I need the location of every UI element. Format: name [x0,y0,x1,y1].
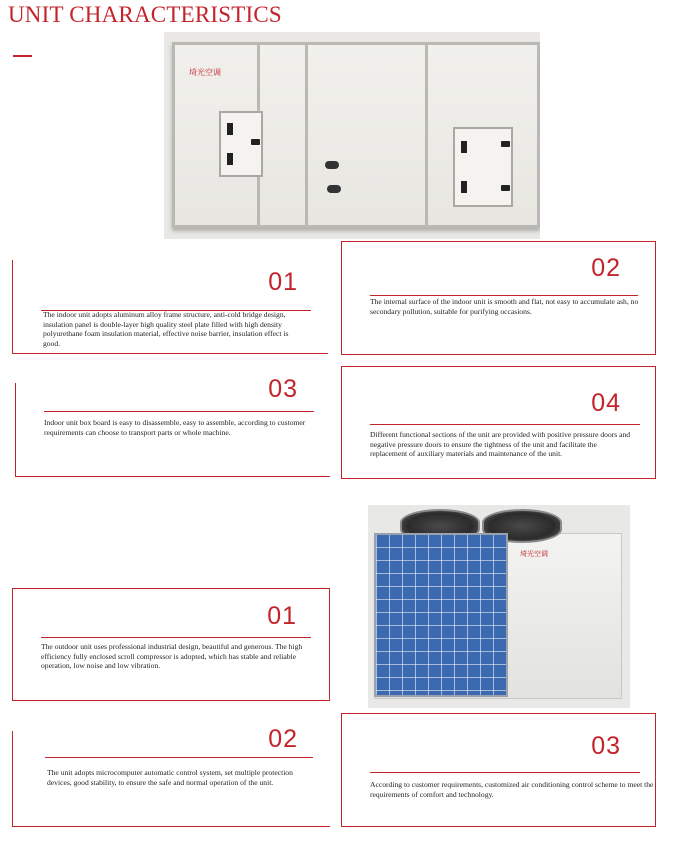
divider [44,411,314,412]
condenser-grille [374,533,508,697]
feature-text: The outdoor unit uses professional industrial design, beautiful and generous. The high efficiency fully enclosed scroll compressor is adopted, which has stable and reliable operation, low noise and low vibration. [41,642,303,670]
feature-number: 01 [268,268,298,296]
access-door [219,111,263,177]
title-accent-dash [13,55,32,57]
page-title: UNIT CHARACTERISTICS [8,2,282,27]
feature-text: The indoor unit adopts aluminum alloy frame structure, anti-cold bridge design, insulation panel is double-layer high quality steel plate filled with high density polyurethane foam insulation material, effective noise barrier, insulation effect is good. [43,310,289,348]
outdoor-unit-logo: 埼光空调 [520,550,548,558]
feature-number: 02 [591,254,621,282]
outdoor-unit-image [368,505,630,708]
feature-card-outdoor-03 [341,713,656,827]
divider [370,424,640,425]
feature-card-outdoor-01 [12,588,330,701]
feature-text: The internal surface of the indoor unit is smooth and flat, not easy to accumulate ash, no secondary pollution, suitable for purifying occasions. [370,297,639,316]
divider [370,772,640,773]
feature-text: According to customer requirements, customized air conditioning control scheme to meet the requirements of comfort and technology. [370,780,654,799]
feature-number: 01 [267,602,297,630]
feature-text: Different functional sections of the unit are provided with positive pressure doors and negative pressure doors to ensure the tightness of the unit and facilitate the replacement of auxiliary materials and maintenance of the unit. [370,430,631,458]
indoor-unit-logo: 埼光空调 [189,68,221,77]
divider [41,637,311,638]
feature-card-indoor-04 [341,366,656,479]
access-door [453,127,513,207]
feature-text: Indoor unit box board is easy to disassemble, easy to assemble, according to customer requirements can choose to transport parts or whole machine. [44,418,306,437]
indoor-unit-cabinet [172,42,540,228]
feature-number: 04 [591,389,621,417]
feature-text: The unit adopts microcomputer automatic control system, set multiple protection devices, good stability, to ensure the safe and normal operation of the unit. [47,768,293,787]
feature-number: 03 [591,732,621,760]
feature-number: 02 [268,725,298,753]
feature-card-outdoor-02 [12,725,330,827]
feature-card-indoor-03 [15,375,330,477]
indoor-unit-image [164,32,540,239]
divider [370,295,638,296]
feature-card-indoor-02 [341,241,656,355]
divider [45,757,313,758]
feature-number: 03 [268,375,298,403]
feature-card-indoor-01 [12,260,328,354]
